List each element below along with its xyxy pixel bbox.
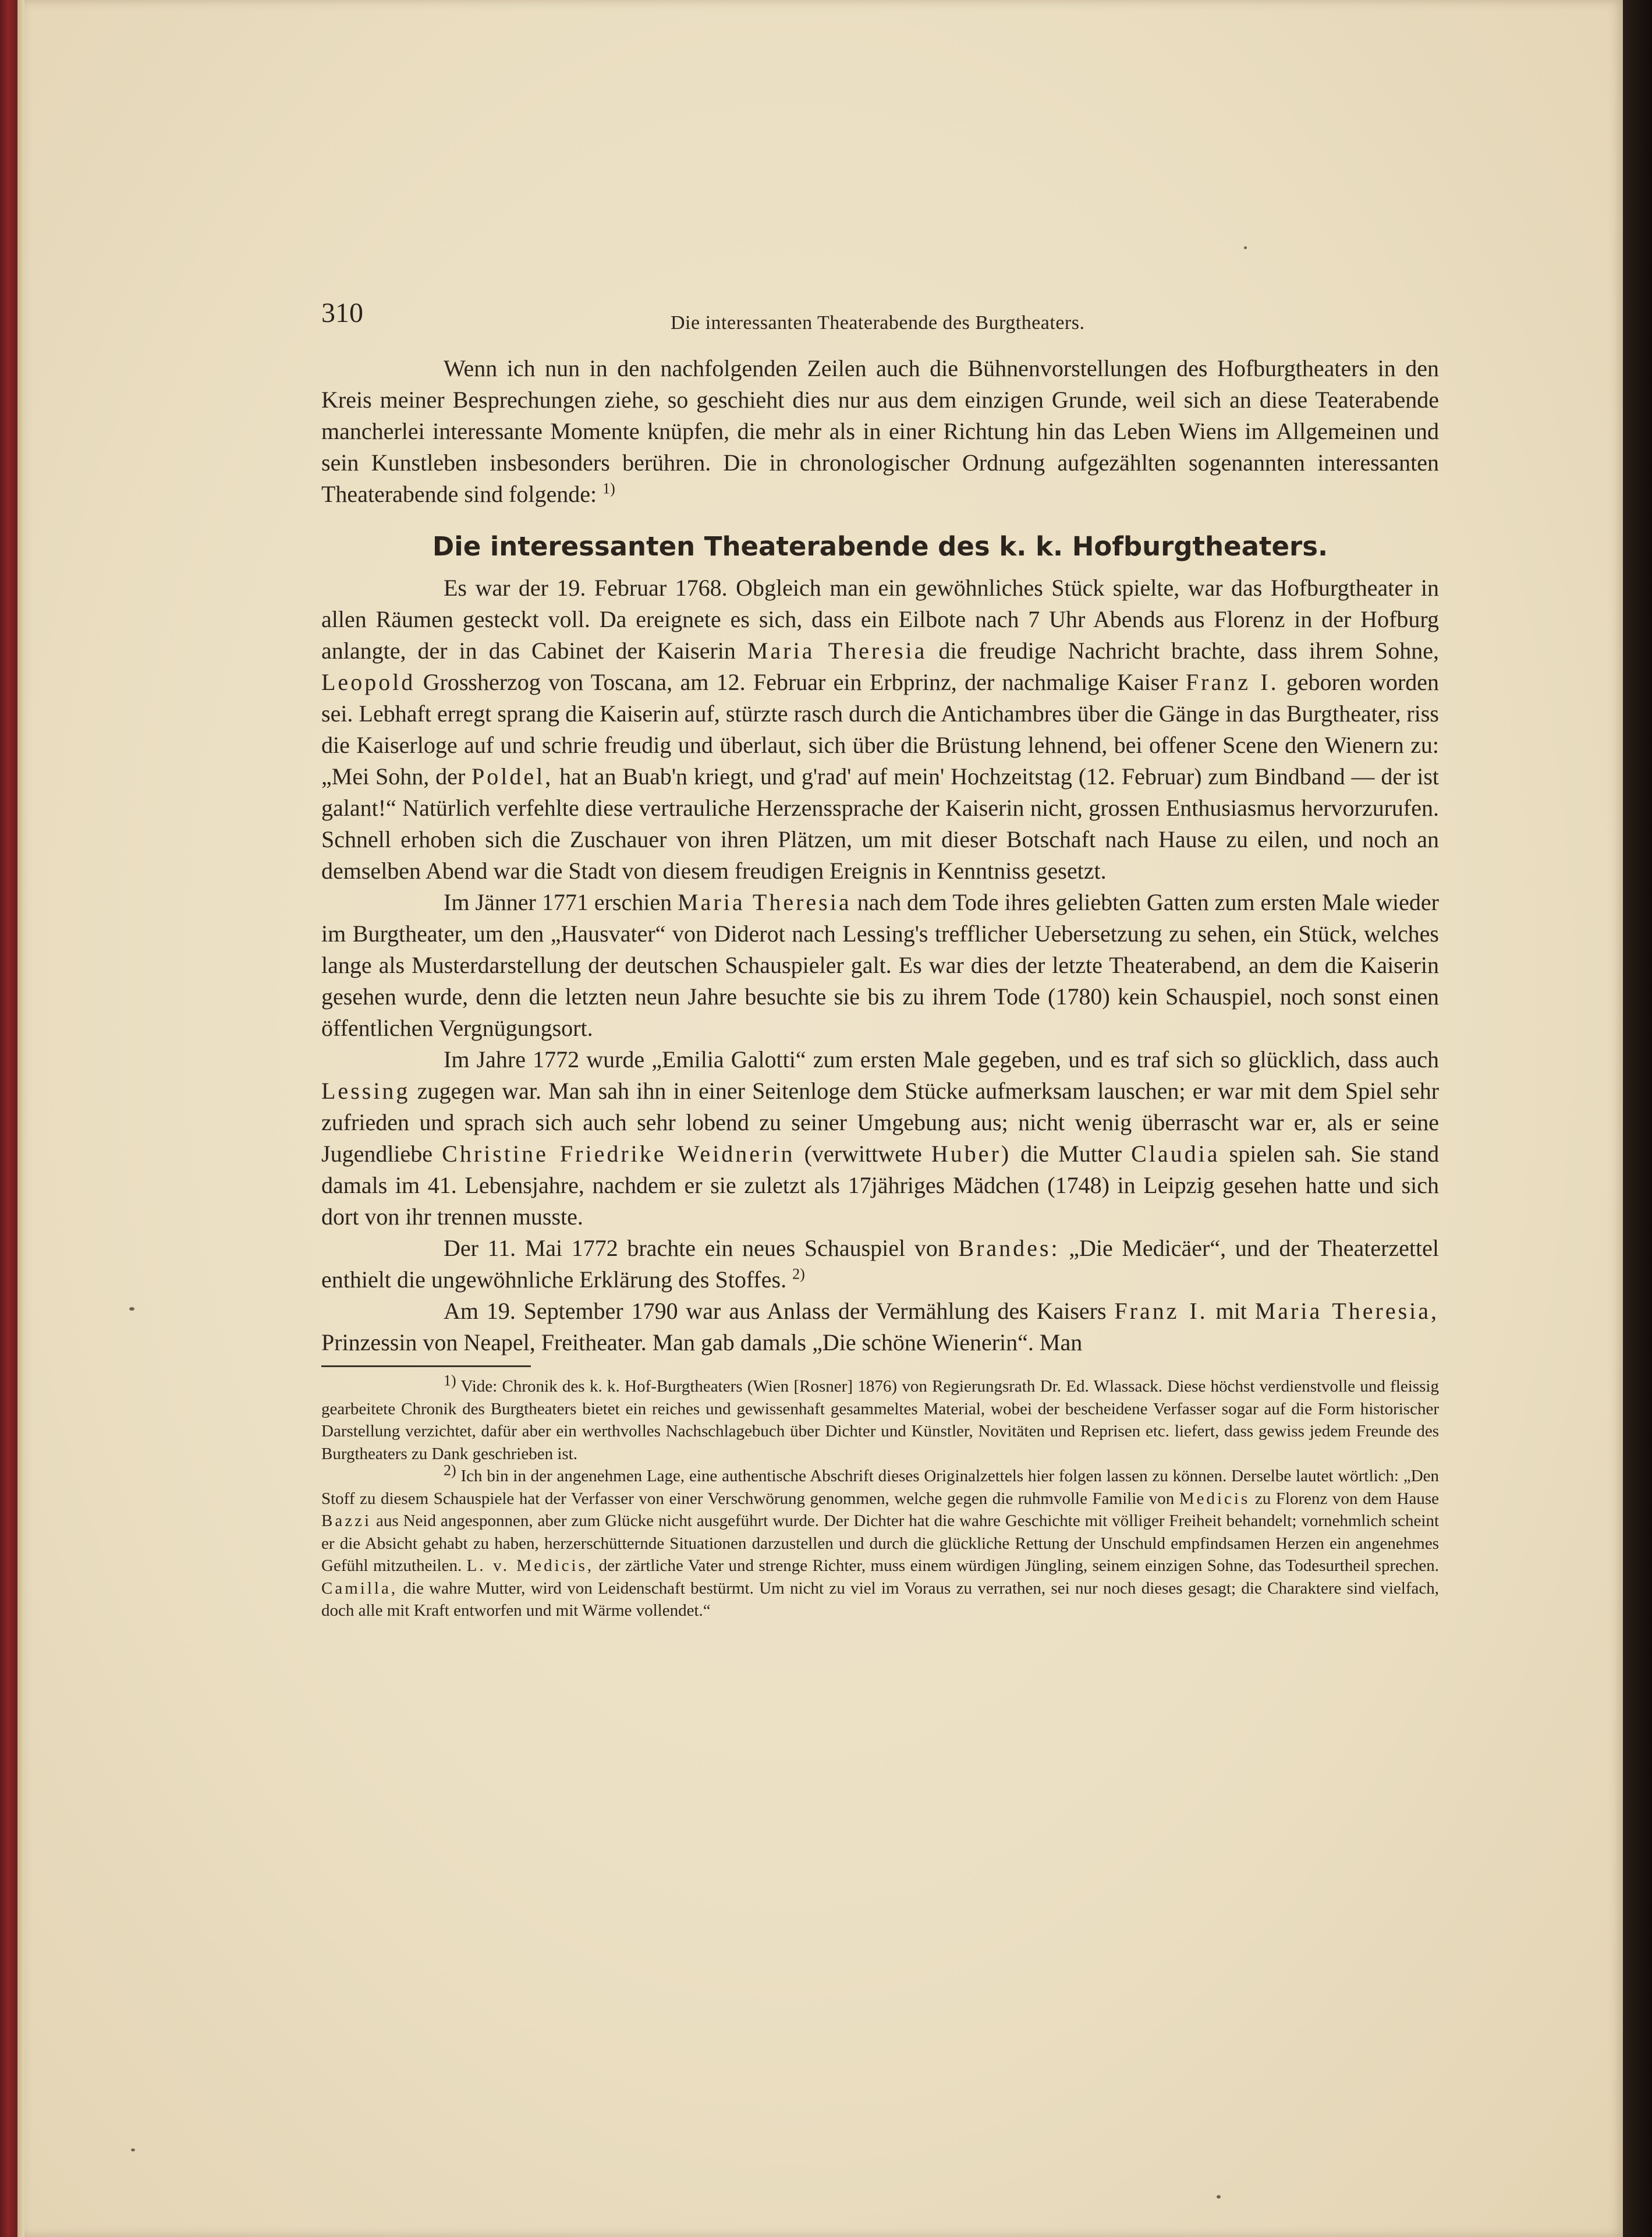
text-run: Grossherzog von Toscana, am 12. Februar ein Erbprinz, der nachmalige Kaiser <box>423 669 1178 695</box>
dust-speck <box>129 1307 134 1311</box>
dark-page-border <box>1623 0 1652 2237</box>
text-run: die Mutter <box>1020 1141 1122 1167</box>
spaced-name: Leopold <box>321 669 416 695</box>
red-book-binding <box>0 0 17 2237</box>
footnote-1 <box>321 1372 1439 1465</box>
spaced-name: Claudia <box>1131 1141 1220 1167</box>
spaced-name: Maria Theresia <box>747 638 927 664</box>
text-run: Der 11. Mai 1772 brachte ein neues Schauspiel von <box>444 1235 949 1261</box>
spaced-name: Lessing <box>321 1078 410 1104</box>
spaced-name: Christine Friedrike Weidnerin <box>442 1141 795 1167</box>
text-run: (verwittwete <box>804 1141 922 1167</box>
text-run: hat an Buab'n kriegt, und g'rad' auf mein' Hochzeitstag (12. Februar) zum Bindband — der ist galant!“ Natürlich verfehlte diese vertrauliche Herzenssprache der Kaiserin nicht, grossen Enthusiasmus hervorzurufen. Schnell erhoben sich die Zuschauer von ihren Plätzen, um mit dieser Botschaft nach Hause zu eilen, und noch an demselben Abend war die Stadt von diesem freudigen Ereignis in Kenntniss gesetzt. <box>321 763 1440 884</box>
spaced-name: Franz I. <box>1185 669 1279 695</box>
text-run: spielen sah. Sie stand damals im 41. Lebensjahre, nachdem er sie zuletzt als 17jähriges Mädchen (1748) in Leipzig gesehen hatte und sich dort von ihr trennen musste. <box>321 1141 1440 1230</box>
paragraph-1768 <box>321 572 1439 887</box>
spaced-name: Bazzi <box>321 1512 372 1530</box>
spaced-name: Medicis <box>1179 1489 1250 1508</box>
paragraph-1771 <box>321 887 1439 1044</box>
footnote-mark: 2) <box>792 1265 805 1283</box>
text-block <box>298 297 1439 1881</box>
footnote-mark: 1) <box>602 480 615 497</box>
text-run: Im Jänner 1771 erschien <box>444 889 672 915</box>
main-body <box>321 572 1439 1358</box>
spaced-name: Brandes: <box>958 1235 1060 1261</box>
footnote-mark: 2) <box>444 1461 456 1479</box>
spaced-name: L. v. Medicis, <box>466 1556 594 1575</box>
section-heading: Die interessanten Theaterabende des k. k. Hofburgtheaters. <box>432 531 1328 562</box>
text-run: der zärtliche Vater und strenge Richter, muss einem würdigen Jüngling, seinem einzigen Sohne, das Todesurtheil sprechen. <box>598 1556 1439 1575</box>
text-run: zu Florenz von dem Hause <box>1254 1489 1440 1508</box>
intro-text: Wenn ich nun in den nachfolgenden Zeilen auch die Bühnenvorstellungen des Hofburgtheaters in den Kreis meiner Besprechungen ziehe, so geschieht dies nur aus dem einzigen Grunde, weil sich an diese Teaterabende mancherlei interessante Momente knüpfen, die mehr als in einer Richtung hin das Leben Wiens im Allgemeinen und sein Kunstleben insbesonders berühren. Die in chronologischer Ordnung aufgezählten sogenannten interessanten Theaterabende sind folgende: <box>321 355 1439 507</box>
paragraph-1772 <box>321 1044 1439 1233</box>
spaced-name: Poldel, <box>472 763 554 790</box>
text-run: nach dem Tode ihres geliebten Gatten zum ersten Male wieder im Burgtheater, um den „Hausvater“ von Diderot nach Lessing's trefflicher Uebersetzung zu sehen, ein Stück, welches lange als Musterdarstellung der deutschen Schauspieler galt. Es war dies der letzte Theaterabend, an dem die Kaiserin gesehen wurde, denn die letzten neun Jahre besuchte sie bis zu ihrem Tode (1780) kein Schauspiel, noch sonst einen öffentlichen Vergnügungsort. <box>321 889 1439 1041</box>
footnote-mark: 1) <box>444 1372 456 1389</box>
running-title: Die interessanten Theaterabende des Burgtheaters. <box>671 312 1085 334</box>
text-run: Vide: Chronik des k. k. Hof-Burgtheaters (Wien [Rosner] 1876) von Regierungsrath Dr. Ed. Wlassack. Diese höchst verdienstvolle und fleissig gearbeitete Chronik des Burgtheaters bietet ein reiches und gewissenhaft gesammeltes Material, wobei der bescheidene Verfasser sogar auf die Form historischer Darstellung verzichtet, dafür aber ein werthvolles Nachschlagebuch über Dichter und Künstler, Novitäten und Reprisen etc. liefert, dass gewiss jedem Freunde des Burgtheaters zu Dank geschrieben ist. <box>321 1377 1439 1463</box>
intro-paragraph <box>321 353 1439 510</box>
text-run: aus Neid angesponnen, aber zum Glücke nicht ausgeführt wurde. Der Dichter hat die wahre Geschichte mit völliger Freiheit behandelt; vornehmlich scheint er die Absicht gehabt zu haben, herzerschütternde Situationen darzustellen und durch die glückliche Rettung der Unschuld empfindsamen Herzen ein angenehmes Gefühl mitzutheilen. <box>321 1512 1439 1575</box>
text-run: zugegen war. Man sah ihn in einer Seitenloge dem Stücke aufmerksam lauschen; er war mit dem Spiel sehr zufrieden und sprach sich auch sehr lobend zu seiner Umgebung aus; nicht wenig überrascht war er, als er seine Jugendliebe <box>321 1078 1440 1167</box>
text-run: Prinzessin von Neapel, Freitheater. Man gab damals „Die schöne Wienerin“. Man <box>321 1329 1083 1355</box>
dust-speck <box>131 2148 135 2151</box>
footnote-2 <box>321 1461 1440 1622</box>
page-header <box>321 297 1439 344</box>
text-run: Im Jahre 1772 wurde „Emilia Galotti“ zum ersten Male gegeben, und es traf sich so glücklich, dass auch <box>444 1046 1439 1073</box>
dust-speck <box>1217 2195 1221 2199</box>
text-run: Es war der 19. Februar 1768. Obgleich man ein gewöhnliches Stück spielte, war das Hofburgtheater in allen Räumen gesteckt voll. Da ereignete es sich, dass ein Eilbote nach 7 Uhr Abends aus Florenz in der Hofburg anlangte, der in das Cabinet der Kaiserin <box>321 575 1439 664</box>
text-run: Am 19. September 1790 war aus Anlass der Vermählung des Kaisers <box>444 1298 1107 1324</box>
paragraph-1772-may <box>321 1233 1439 1296</box>
footnotes <box>321 1372 1440 1622</box>
spaced-name: Huber) <box>931 1141 1012 1167</box>
text-run: mit <box>1215 1298 1247 1324</box>
paragraph-1790 <box>321 1296 1439 1358</box>
text-run: geboren worden sei. Lebhaft erregt sprang die Kaiserin auf, stürzte rasch durch die Antichambres über die Gänge in das Burgtheater, riss die Kaiserloge auf und schrie freudig und überlaut, sich über die Brüstung lehnend, bei offener Scene den Wienern zu: „Mei Sohn, der <box>321 669 1440 790</box>
spaced-name: Franz I. <box>1114 1298 1208 1324</box>
page-number: 310 <box>321 298 363 328</box>
text-run: die wahre Mutter, wird von Leidenschaft bestürmt. Um nicht zu viel im Voraus zu verrathen, sei nur noch dieses gesagt; die Charaktere sind vielfach, doch alle mit Kraft entworfen und mit Wärme vollendet.“ <box>321 1578 1440 1620</box>
page-stack-edge <box>17 0 24 2237</box>
dust-speck <box>1244 246 1247 249</box>
spaced-name: Maria Theresia, <box>1254 1298 1440 1324</box>
text-run: Ich bin in der angenehmen Lage, eine authentische Abschrift dieses Originalzettels hier folgen lassen zu können. Derselbe lautet wörtlich: „Den Stoff zu diesem Schauspiele hat der Verfasser von einer Verschwörung genommen, welche gegen die ruhmvolle Familie von <box>321 1467 1440 1508</box>
footnote-divider <box>321 1365 531 1367</box>
spaced-name: Camilla, <box>321 1578 398 1598</box>
text-run: die freudige Nachricht brachte, dass ihrem Sohne, <box>938 638 1440 664</box>
spaced-name: Maria Theresia <box>678 889 852 915</box>
text-run: „Die Medicäer“, und der Theaterzettel enthielt die ungewöhnliche Erklärung des Stoffes. <box>321 1235 1440 1293</box>
